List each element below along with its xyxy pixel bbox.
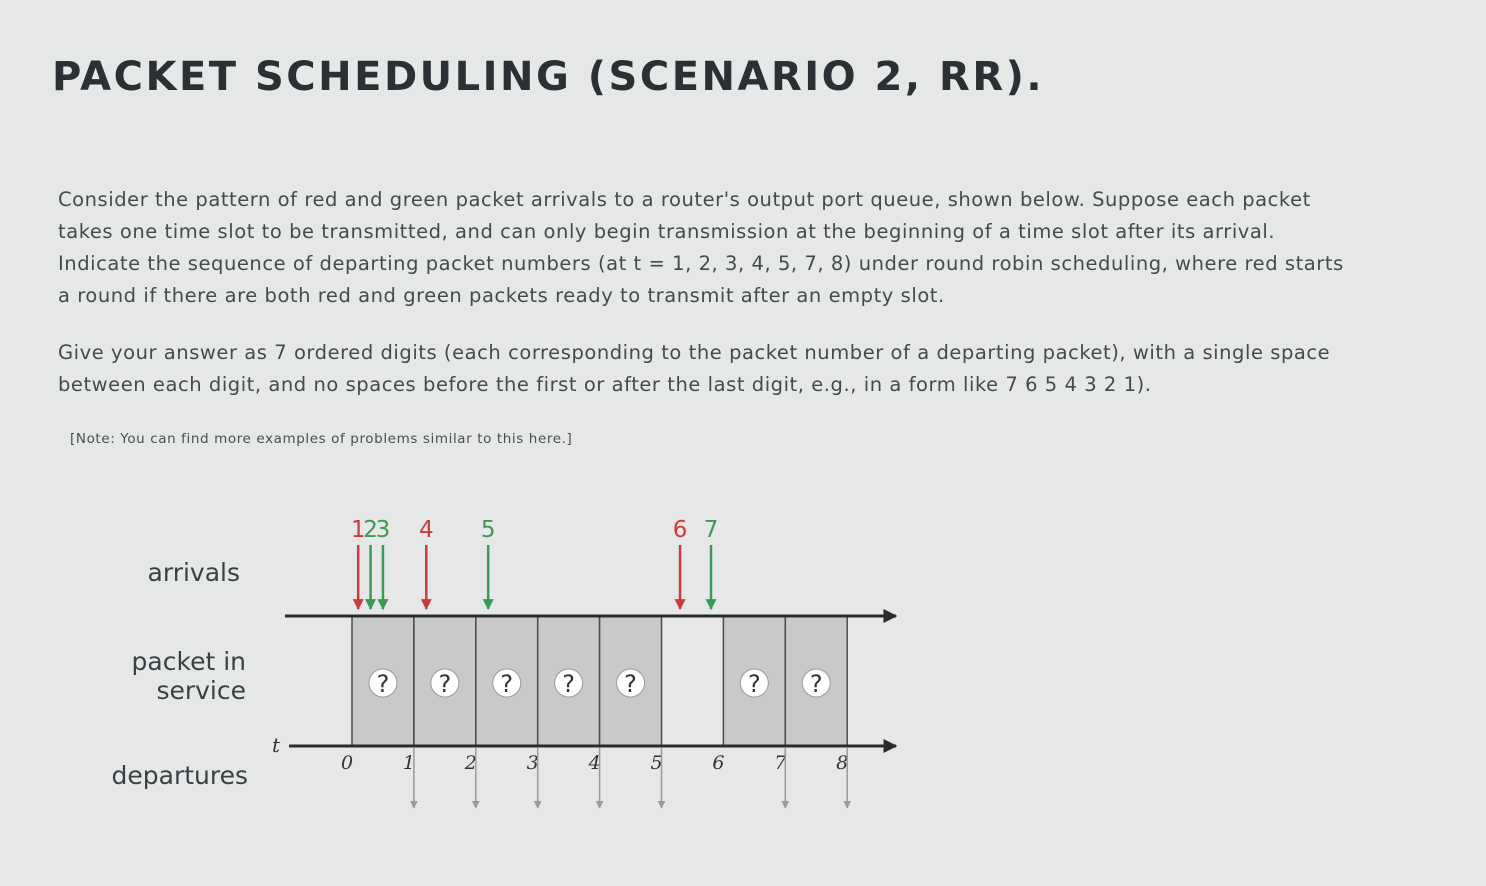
packet-number-label: 4 <box>418 517 434 543</box>
slot-question-mark: ? <box>438 670 452 698</box>
packet-number-label: 7 <box>703 517 719 543</box>
packet-number-label: 2 <box>363 517 378 543</box>
time-tick-label: 3 <box>526 752 539 774</box>
slot-question-mark: ? <box>376 670 390 698</box>
description-line: a round if there are both red and green packets ready to transmit after an empty slot. <box>58 284 945 307</box>
service-label-line2: service <box>156 676 246 705</box>
departures-label: departures <box>111 761 248 790</box>
description-line: Indicate the sequence of departing packet numbers (at t = 1, 2, 3, 4, 5, 7, 8) under round robin scheduling, where red starts <box>58 252 1344 275</box>
slot-question-mark: ? <box>747 670 761 698</box>
instruction-line: between each digit, and no spaces before the first or after the last digit, e.g., in a form like 7 6 5 4 3 2 1). <box>58 373 1152 396</box>
slot-question-mark: ? <box>562 670 576 698</box>
time-tick-label: 0 <box>340 752 354 774</box>
time-tick-label: 1 <box>402 752 415 774</box>
slot-question-mark: ? <box>500 670 514 698</box>
time-axis-label: t <box>272 733 281 757</box>
slot-question-mark: ? <box>809 670 823 698</box>
slot-question-mark: ? <box>624 670 637 698</box>
packet-number-label: 3 <box>375 517 391 543</box>
time-tick-label: 8 <box>836 752 849 774</box>
service-label-line1: packet in <box>131 647 246 676</box>
time-tick-label: 2 <box>464 752 477 774</box>
description-line: takes one time slot to be transmitted, and can only begin transmission at the beginning of a time slot after its arrival. <box>58 220 1276 243</box>
arrivals-label: arrivals <box>147 558 240 587</box>
time-tick-label: 5 <box>650 752 663 774</box>
description-line: Consider the pattern of red and green packet arrivals to a router's output port queue, shown below. Suppose each packet <box>58 188 1311 211</box>
time-tick-label: 4 <box>588 752 601 774</box>
time-tick-label: 7 <box>774 752 787 774</box>
time-tick-label: 6 <box>712 752 725 774</box>
packet-number-label: 1 <box>350 517 366 543</box>
note-link[interactable]: [Note: You can find more examples of problems similar to this here.] <box>70 431 573 447</box>
page-title: PACKET SCHEDULING (SCENARIO 2, RR). <box>52 54 1045 100</box>
packet-number-label: 6 <box>672 517 688 543</box>
packet-number-label: 5 <box>480 517 496 543</box>
instruction-line: Give your answer as 7 ordered digits (each corresponding to the packet number of a departing packet), with a single space <box>58 341 1331 364</box>
